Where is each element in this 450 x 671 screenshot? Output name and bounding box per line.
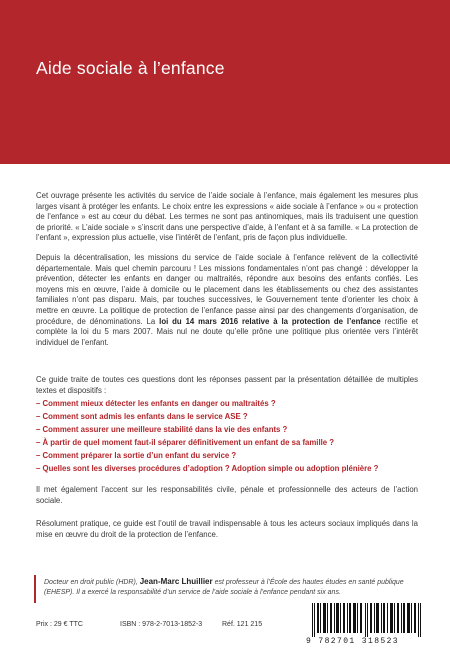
author-name: Jean-Marc Lhuillier [139, 577, 213, 586]
author-suffix: est professeur à l’École des hautes études en santé publique (EHESP). Il a exercé la responsabilité d’un service de l’aide sociale à l’enfance pendant six ans. [44, 579, 404, 596]
author-prefix: Docteur en droit public (HDR), [44, 579, 140, 586]
question-item: – À partir de quel moment faut-il séparer définitivement un enfant de sa famille ? [36, 438, 335, 447]
book-title: Aide sociale à l’enfance [36, 58, 225, 78]
paragraph-conclusion: Résolument pratique, ce guide est l’outil de travail indispensable à tous les acteurs sociaux impliqués dans la mise en œuvre du droit de la protection de l’enfance. [36, 519, 418, 539]
paragraph-guide: Ce guide traite de toutes ces questions dont les réponses passent par la présentation détaillée de multiples textes et dispositifs : [36, 375, 418, 395]
questions-list [36, 397, 426, 475]
barcode-bars [306, 603, 430, 637]
law-reference: loi du 14 mars 2016 relative à la protection de l’enfance [159, 316, 381, 326]
price: Prix : 29 € TTC [36, 621, 83, 628]
barcode-icon [306, 603, 430, 639]
paragraph-responsibilities: Il met également l’accent sur les responsabilités civile, pénale et professionnelle des acteurs de l’action sociale. [36, 485, 418, 505]
question-item: – Comment mieux détecter les enfants en danger ou maltraités ? [36, 399, 276, 408]
question-item: – Quelles sont les diverses procédures d’adoption ? Adoption simple ou adoption plénière ? [36, 464, 379, 473]
paragraph-decentralisation [36, 253, 418, 348]
author-bio [44, 577, 424, 598]
question-item: – Comment sont admis les enfants dans le service ASE ? [36, 412, 248, 421]
paragraph-decentralisation-text: Depuis la décentralisation, les missions du service de l’aide sociale à l’enfance relèvent de la collectivité départementale. Mais quel chemin parcouru ! Les missions fondamentales n’ont pas changé : développer la prévention, détecter les enfants en danger ou maltraités, répondre aux besoins des enfants confiés. Les moyens mis en œuvre, l’aide à domicile ou le placement dans les établissements ou chez des assistantes familiales n’ont pas disparu. Mais, par touches successives, le Gouvernement tente d’orienter les choix à mettre en œuvre. La politique de protection de l’enfance passe ainsi par des changements d’organisation, de procédure, de dénominations. La [36, 253, 418, 326]
title-band [0, 0, 450, 164]
question-item: – Comment assurer une meilleure stabilité dans la vie des enfants ? [36, 425, 288, 434]
question-item: – Comment préparer la sortie d’un enfant du service ? [36, 451, 237, 460]
reference-number: Réf. 121 215 [222, 621, 263, 628]
author-box [34, 575, 428, 603]
paragraph-intro: Cet ouvrage présente les activités du service de l’aide sociale à l’enfance, mais également les mesures plus larges visant à protéger les enfants. Le choix entre les expressions « aide sociale à l’enfance » ou « protection de l’enfance » est au cœur du débat. Les termes ne sont pas antinomiques, mais ils traduisent une question de priorité. « L’aide sociale » s’inscrit dans une perspective d’aide, à l’enfant et à sa famille. « La protection de l’enfant », expression plus actuelle, vise l’intérêt de l’enfant, pris de façon plus individuelle. [36, 191, 418, 243]
paragraph-decentralisation-end: rectifie et complète la loi du 5 mars 2007. Mais nul ne doute qu’elle prône une politique plus orientée vers l’intérêt individuel de l’enfant. [36, 316, 418, 347]
isbn: ISBN : 978-2-7013-1852-3 [120, 621, 203, 628]
barcode-number: 9 782701 318523 [306, 637, 400, 646]
